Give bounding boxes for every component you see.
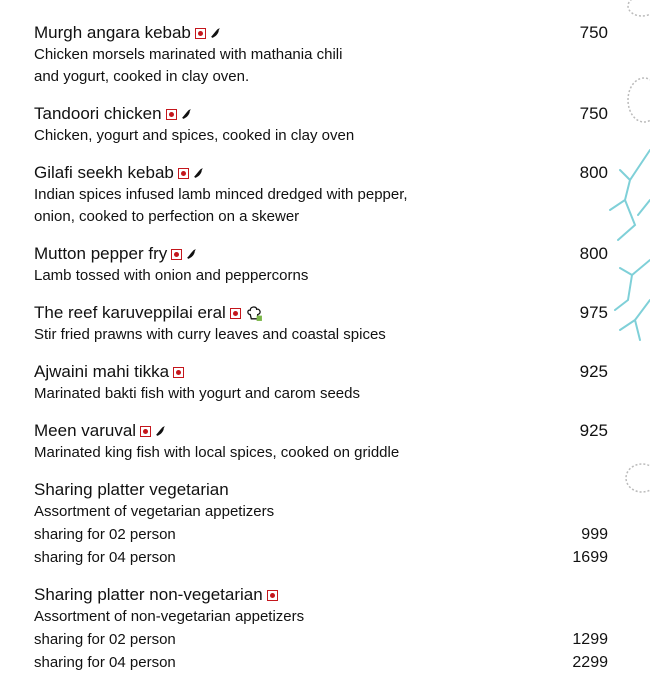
menu-item [34,361,608,405]
option-label: sharing for 02 person [34,526,176,543]
item-name: Meen varuval [34,421,137,440]
nonveg-icon [195,28,206,39]
nonveg-icon [171,249,182,260]
item-description: Chicken, yogurt and spices, cooked in clay oven [34,127,355,144]
item-price: 800 [579,163,608,182]
platter-item [34,479,608,569]
platter-name: Sharing platter non-vegetarian [34,585,263,604]
menu-item [34,103,608,147]
nonveg-icon [173,367,184,378]
menu-item [34,162,608,228]
option-price: 1699 [572,549,608,566]
item-description: Chicken morsels marinated with mathania chili [34,46,343,63]
nonveg-icon [140,426,151,437]
platter-option [34,651,608,674]
item-name: The reef karuveppilai eral [34,303,226,322]
nonveg-icon [166,109,177,120]
platter-description: Assortment of vegetarian appetizers [34,503,275,520]
menu-list [34,22,608,689]
menu-item [34,302,608,346]
platter-name: Sharing platter vegetarian [34,480,229,499]
item-price: 925 [579,362,608,381]
platter-option [34,523,608,546]
item-name: Mutton pepper fry [34,244,168,263]
item-description: and yogurt, cooked in clay oven. [34,68,250,85]
item-price: 975 [579,303,608,322]
item-name: Tandoori chicken [34,104,162,123]
item-price: 925 [579,421,608,440]
item-price: 800 [579,244,608,263]
item-name: Murgh angara kebab [34,23,191,42]
chili-icon [180,108,193,121]
option-label: sharing for 04 person [34,654,176,671]
item-description: Marinated king fish with local spices, cooked on griddle [34,444,400,461]
item-name: Ajwaini mahi tikka [34,362,170,381]
option-label: sharing for 04 person [34,549,176,566]
option-price: 999 [581,526,608,543]
nonveg-icon [230,308,241,319]
chili-icon [209,27,222,40]
option-price: 2299 [572,654,608,671]
item-description: Lamb tossed with onion and peppercorns [34,267,309,284]
nonveg-icon [178,168,189,179]
platter-option [34,628,608,651]
chili-icon [185,248,198,261]
chef-special-icon [246,305,263,322]
nonveg-icon [267,590,278,601]
menu-item [34,420,608,464]
item-price: 750 [579,104,608,123]
option-label: sharing for 02 person [34,631,176,648]
item-description: onion, cooked to perfection on a skewer [34,208,300,225]
item-name: Gilafi seekh kebab [34,163,174,182]
item-description: Marinated bakti fish with yogurt and carom seeds [34,385,360,402]
chili-icon [192,167,205,180]
platter-description: Assortment of non-vegetarian appetizers [34,608,305,625]
item-price: 750 [579,23,608,42]
option-price: 1299 [572,631,608,648]
platter-item [34,584,608,674]
item-description: Stir fried prawns with curry leaves and coastal spices [34,326,386,343]
menu-item [34,243,608,287]
menu-item [34,22,608,88]
item-description: Indian spices infused lamb minced dredged with pepper, [34,186,408,203]
chili-icon [154,425,167,438]
platter-option [34,546,608,569]
